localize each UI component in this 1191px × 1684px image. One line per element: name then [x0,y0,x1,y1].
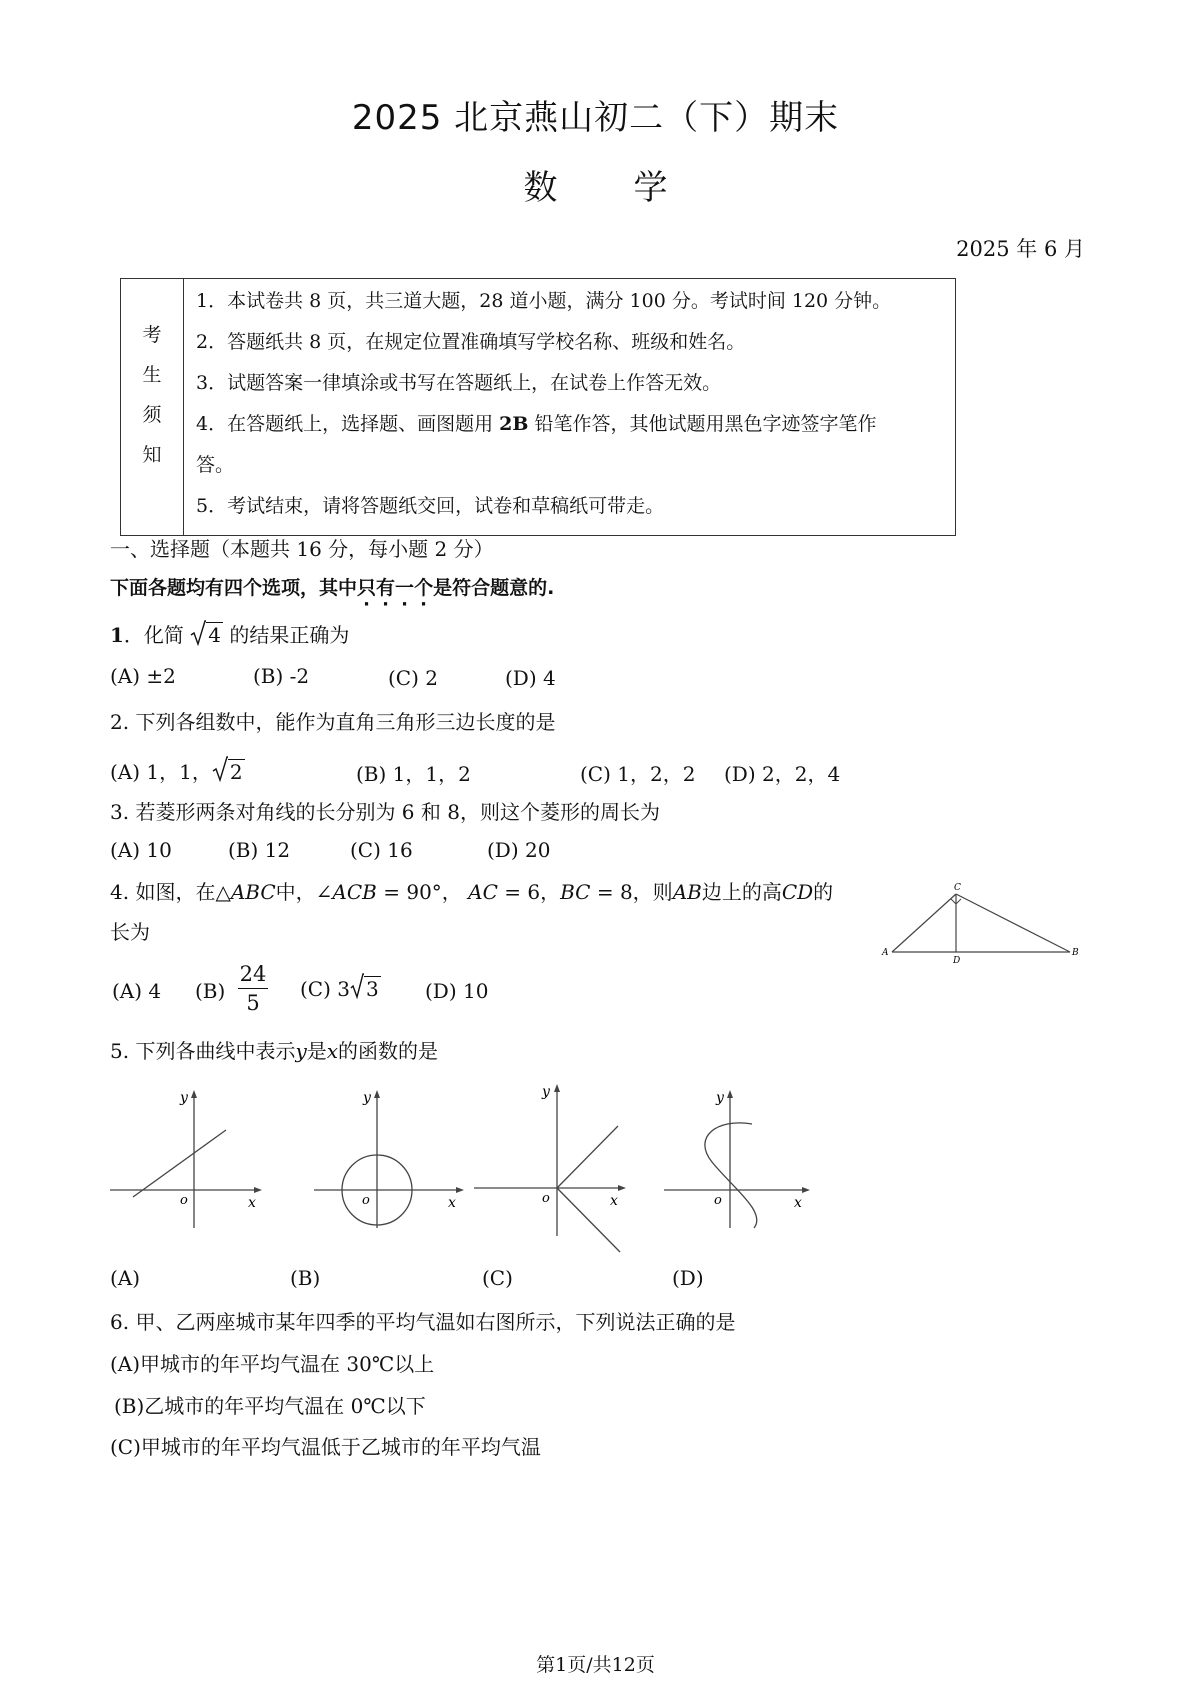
q2-option-b: (B) 1，1，2 [356,762,471,786]
axis-y-label: y [716,1090,724,1106]
label-d: D [953,956,961,966]
axis-y-label: y [363,1090,371,1106]
notice-item-pencil: 2B [499,413,529,435]
graph-a [108,1082,268,1232]
origin-label: o [362,1193,370,1208]
notice-items [184,279,956,536]
notice-side-char: 生 [142,364,162,386]
y-axis-arrow-icon [374,1090,380,1098]
q4-stem-line2: 长为 [110,920,150,944]
q1-option-a: (A) ±2 [110,664,176,688]
q1-text: ．化简 [123,623,184,647]
x-axis-arrow-icon [254,1187,262,1193]
instruction-emph-char: 个 [414,577,434,599]
axis-y-label: y [542,1084,550,1100]
graph-d [662,1082,822,1232]
q4-text: 4. 如图，在△ [110,880,231,904]
q4-text: = 90°， [376,880,469,904]
label-a: A [882,948,889,958]
q4-text: 边上的高 [701,880,782,904]
q2-option-a [110,756,245,785]
notice-item-text: 铅笔作答，其他试题用黑色字迹签字笔作 [534,413,877,435]
q3-option-b: (B) 12 [228,838,291,862]
q4-math: BC [560,880,591,904]
q4-text: 的 [813,880,834,904]
sqrt-radical [190,623,223,647]
q2-option-a-text: (A) 1，1， [110,760,212,784]
y-axis-arrow-icon [727,1090,733,1098]
notice-side-char: 知 [142,444,162,466]
x-axis-arrow-icon [618,1185,626,1191]
subject-char-1: 数 [523,168,558,208]
q4-radicand: 3 [366,977,379,1001]
sqrt-radical [350,977,381,1001]
notice-side-char: 须 [142,404,162,426]
q2-option-d: (D) 2，2，4 [724,762,841,786]
q4-option-a: (A) 4 [112,979,162,1003]
q5-option-d: (D) [672,1266,704,1290]
curve-upper-ray [557,1126,618,1188]
q2-radicand: 2 [229,760,243,784]
sqrt-sign-icon [212,756,228,782]
label-b: B [1072,948,1079,958]
x-axis-arrow-icon [456,1187,464,1193]
instruction-emph-char: 有 [376,577,396,599]
sqrt-sign-icon [190,620,206,646]
triangle-figure [880,880,1080,966]
exam-date: 2025 年 6 月 [956,237,1085,261]
label-c: C [954,883,961,893]
q5-math: y [295,1039,307,1063]
axis-x-label: x [448,1195,456,1211]
q1-option-c: (C) 2 [388,666,438,690]
q3-option-d: (D) 20 [487,838,551,862]
q6-option-c: (C)甲城市的年平均气温低于乙城市的年平均气温 [110,1435,541,1459]
notice-item: 1．本试卷共 8 页，共三道大题，28 道小题，满分 100 分。考试时间 120 分钟。 [196,290,892,312]
q1-stem [110,619,349,648]
q6-stem: 6. 甲、乙两座城市某年四季的平均气温如右图所示，下列说法正确的是 [110,1310,736,1334]
q4-math: ACB [332,880,377,904]
instruction-text: 下面各题均有四个选项，其中 [110,577,358,599]
notice-item: 2．答题纸共 8 页，在规定位置准确填写学校名称、班级和姓名。 [196,331,746,353]
q2-option-c: (C) 1，2，2 [580,762,696,786]
q4-math: AB [672,880,702,904]
axis-x-label: x [610,1193,618,1209]
notice-item: 答。 [196,454,235,476]
q5-text: 5. 下列各曲线中表示 [110,1039,296,1063]
section-instruction [110,573,554,600]
instruction-text: 是符合题意的. [433,577,555,599]
q5-text: 是 [306,1039,327,1063]
q3-option-c: (C) 16 [350,838,413,862]
section-heading: 一、选择题（本题共 16 分，每小题 2 分） [110,537,494,561]
q4-option-c-text: (C) 3 [300,977,350,1001]
side-ac [892,894,956,952]
q5-option-b: (B) [290,1266,321,1290]
q4-option-c [300,977,381,1001]
axis-x-label: x [794,1195,802,1211]
notice-item: 5．考试结束，请将答题纸交回，试卷和草稿纸可带走。 [196,495,665,517]
q4-math: AC [468,880,498,904]
q1-option-b: (B) -2 [253,664,310,688]
axis-x-label: x [248,1195,256,1211]
sqrt-sign-icon [350,973,364,999]
q1-number: 1 [110,623,124,647]
page-number: 第1页/共12页 [536,1654,655,1676]
x-axis-arrow-icon [802,1187,810,1193]
q1-radicand: 4 [208,623,222,647]
y-axis-arrow-icon [554,1084,560,1092]
instruction-emph-char: 只 [357,577,377,599]
graph-c [472,1076,642,1256]
q3-stem: 3. 若菱形两条对角线的长分别为 6 和 8，则这个菱形的周长为 [110,800,660,824]
notice-item [196,404,945,445]
q4-math: CD [781,880,814,904]
q4-text: = 6， [497,880,561,904]
graph-b [312,1082,472,1232]
page-title: 2025 北京燕山初二（下）期末 [351,98,840,138]
notice-side-label [121,279,184,536]
subject-title [0,160,1191,209]
q4-stem [110,876,833,905]
side-bc [956,894,1070,952]
instruction-emph-char: 一 [395,577,415,599]
y-axis-arrow-icon [191,1090,197,1098]
notice-side-char: 考 [142,324,162,346]
q4-fraction [238,960,268,1017]
q3-option-a: (A) 10 [110,838,172,862]
q1-text: 的结果正确为 [229,623,350,647]
origin-label: o [714,1193,722,1208]
origin-label: o [542,1191,550,1206]
fraction-denominator: 5 [246,991,260,1015]
q6-option-b: (B)乙城市的年平均气温在 0℃以下 [114,1394,426,1418]
q1-option-d: (D) 4 [505,666,556,690]
q5-math: x [326,1039,339,1063]
q4-text: 中，∠ [275,880,333,904]
notice-item: 3．试题答案一律填涂或书写在答题纸上，在试卷上作答无效。 [196,372,722,394]
sqrt-radical [212,760,245,784]
notice-item-text: 4．在答题纸上，选择题、画图题用 [196,413,494,435]
q5-option-a: (A) [110,1266,141,1290]
q5-stem [110,1035,438,1064]
fraction-numerator: 24 [238,960,268,989]
q4-math: ABC [230,880,276,904]
exam-notice-table [120,278,956,536]
q5-option-c: (C) [482,1266,513,1290]
q6-option-a: (A)甲城市的年平均气温在 30℃以上 [110,1352,435,1376]
q5-text: 的函数的是 [338,1039,439,1063]
origin-label: o [180,1193,188,1208]
q4-option-b: (B) [195,979,226,1003]
curve-line [133,1130,226,1197]
q4-option-d: (D) 10 [425,979,489,1003]
axis-y-label: y [180,1090,188,1106]
q4-text: = 8，则 [590,880,673,904]
q2-stem: 2. 下列各组数中，能作为直角三角形三边长度的是 [110,710,556,734]
curve-s [705,1123,757,1228]
subject-char-2: 学 [633,168,668,208]
